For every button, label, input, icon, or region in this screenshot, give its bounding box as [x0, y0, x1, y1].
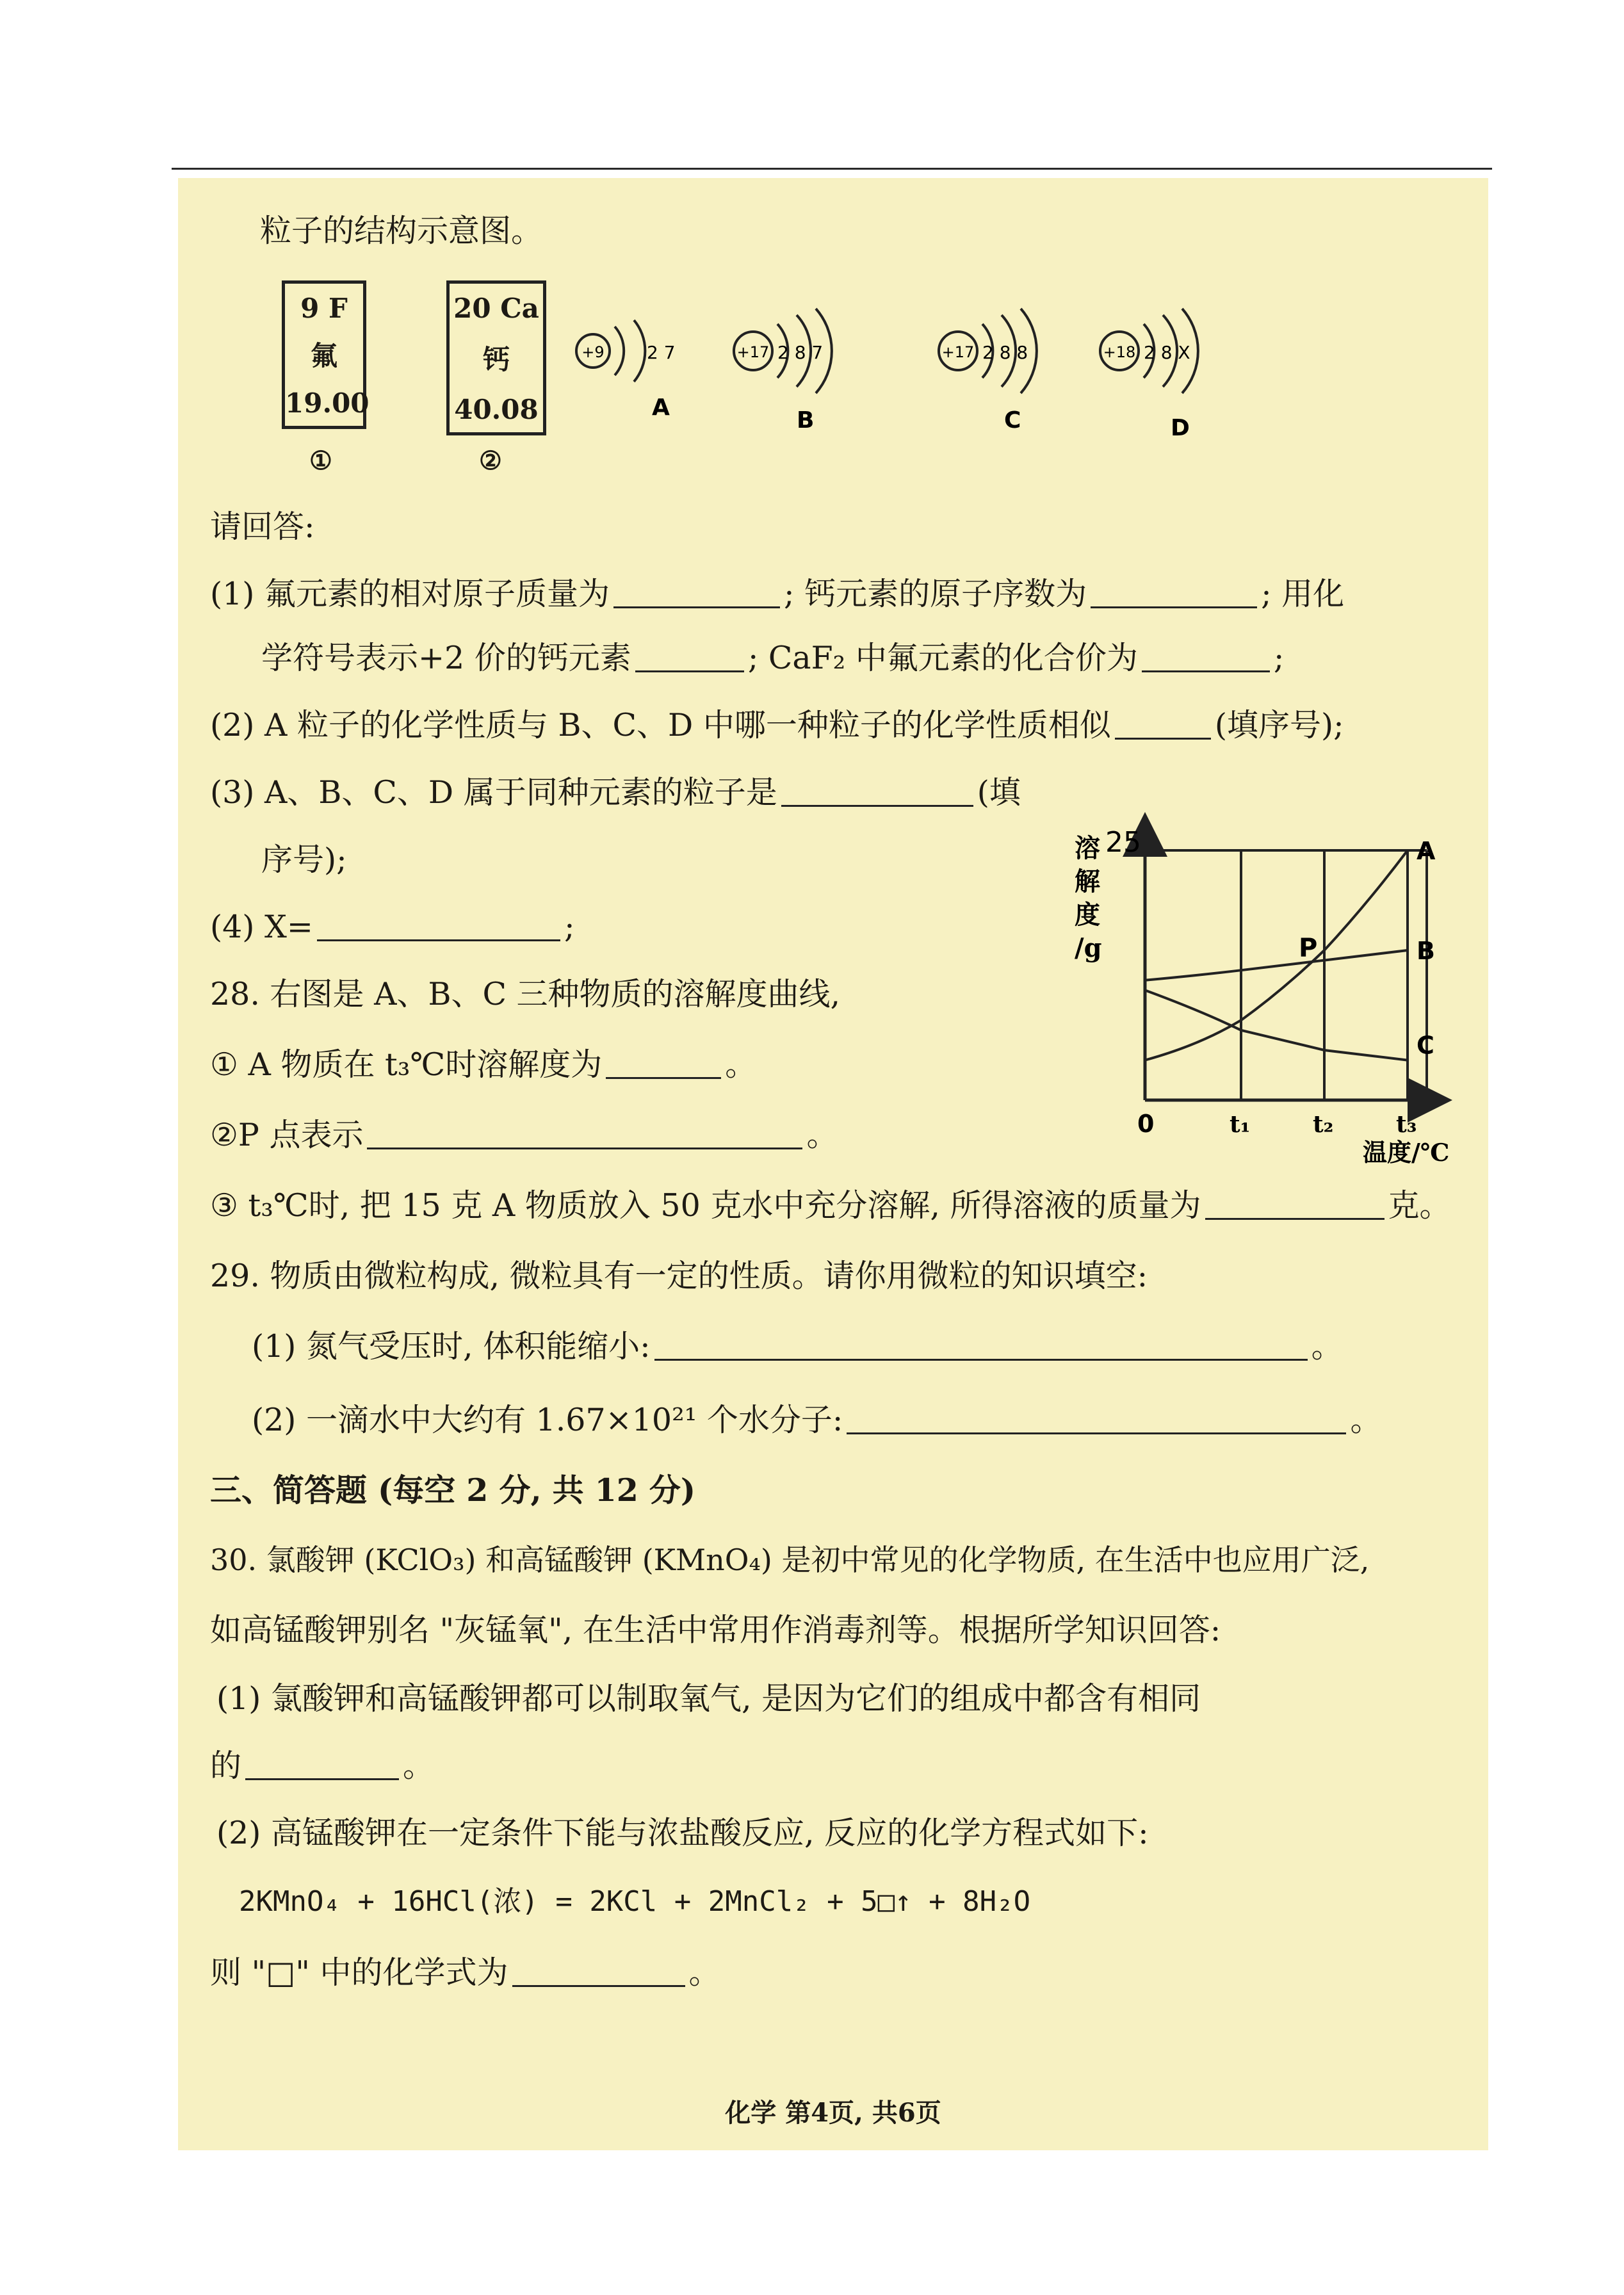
- particle-label: D: [1171, 415, 1190, 441]
- element-mass: 40.08: [454, 394, 539, 425]
- top-rule: [172, 168, 1492, 170]
- particle-nucleus: +18: [1103, 343, 1136, 361]
- x-tick-label: t₃: [1396, 1111, 1417, 1138]
- y-axis-label-char: 度: [1075, 900, 1100, 930]
- answer-blank[interactable]: [781, 777, 973, 807]
- answer-blank[interactable]: [1205, 1190, 1384, 1220]
- q30-part3: 则 "□" 中的化学式为 。: [210, 1954, 720, 1991]
- origin-label: 0: [1137, 1110, 1155, 1138]
- element-caption: ①: [309, 446, 332, 476]
- element-caption: ②: [479, 446, 502, 476]
- element-number-symbol: 20 Ca: [453, 293, 539, 324]
- y-axis-label-char: 溶: [1075, 833, 1100, 863]
- q27-part1-line2: 学符号表示+2 价的钙元素 ; CaF₂ 中氟元素的化合价为 ;: [261, 640, 1285, 676]
- particle-label: A: [652, 394, 670, 421]
- curve-b-label: B: [1417, 937, 1435, 965]
- solubility-chart: [1030, 806, 1452, 1164]
- series-c-line: [1145, 990, 1408, 1060]
- q28-sub2: ②P 点表示 。: [210, 1117, 838, 1153]
- section-3-heading: 三、简答题 (每空 2 分, 共 12 分): [210, 1472, 696, 1509]
- element-box-calcium: [446, 280, 546, 435]
- answer-blank[interactable]: [245, 1750, 399, 1780]
- q29-part1: (1) 氮气受压时, 体积能缩小: 。: [252, 1328, 1343, 1365]
- q29-part2: (2) 一滴水中大约有 1.67×10²¹ 个水分子: 。: [252, 1402, 1382, 1438]
- x-axis-label: 温度/℃: [1363, 1138, 1450, 1164]
- exam-page: [178, 178, 1488, 2150]
- page-footer: 化学 第4页, 共6页: [725, 2098, 941, 2128]
- particle-nucleus: +9: [581, 343, 605, 361]
- element-box-fluorine: [282, 280, 369, 429]
- particle-shells: 2 8 7: [777, 342, 824, 363]
- q30-part1: (1) 氯酸钾和高锰酸钾都可以制取氧气, 是因为它们的组成中都含有相同: [216, 1680, 1201, 1717]
- x-tick-label: t₂: [1313, 1111, 1334, 1138]
- particle-nucleus: +17: [736, 343, 770, 361]
- q28-sub1: ① A 物质在 t₃℃时溶解度为 。: [210, 1046, 757, 1083]
- element-name: 氟: [310, 340, 337, 371]
- answer-blank[interactable]: [606, 1049, 721, 1079]
- answer-blank[interactable]: [512, 1957, 685, 1987]
- particle-nucleus: +17: [941, 343, 975, 361]
- element-number-symbol: 9 F: [300, 293, 348, 324]
- answer-blank[interactable]: [654, 1331, 1308, 1361]
- answer-blank[interactable]: [367, 1119, 802, 1149]
- x-tick-label: t₁: [1230, 1111, 1251, 1138]
- answer-blank[interactable]: [1142, 642, 1270, 672]
- particle-shells: 2 8 8: [982, 342, 1028, 363]
- series-b-line: [1145, 950, 1408, 980]
- y-axis-label-char: 解: [1075, 866, 1100, 896]
- reaction-equation: 2KMnO₄ + 16HCl(浓) = 2KCl + 2MnCl₂ + 5□↑ + 8H₂O: [239, 1885, 1031, 1918]
- particle-shells: 2 7: [647, 342, 676, 363]
- q27-part4: (4) X= ;: [210, 909, 575, 945]
- q28-sub3: ③ t₃℃时, 把 15 克 A 物质放入 50 克水中充分溶解, 所得溶液的质量为 克。: [210, 1187, 1451, 1224]
- answer-blank[interactable]: [317, 911, 560, 941]
- q27-prompt: 请回答:: [210, 508, 315, 545]
- q27-part3-cont: 序号);: [261, 841, 347, 878]
- q27-part3: (3) A、B、C、D 属于同种元素的粒子是 (填: [210, 774, 1021, 811]
- y-tick-label: 25: [1105, 826, 1141, 859]
- q27-tail-text: 粒子的结构示意图。: [260, 213, 543, 249]
- particle-d-diagram: [1100, 309, 1198, 441]
- answer-blank[interactable]: [1091, 578, 1257, 608]
- element-name: 钙: [482, 344, 510, 375]
- q30-line1: 30. 氯酸钾 (KClO₃) 和高锰酸钾 (KMnO₄) 是初中常见的化学物质, 在生活中也应用广泛,: [210, 1543, 1370, 1577]
- element-mass: 19.00: [285, 387, 369, 419]
- answer-blank[interactable]: [847, 1404, 1346, 1434]
- particle-label: B: [797, 407, 815, 434]
- answer-blank[interactable]: [635, 642, 744, 672]
- particle-shells: 2 8 X: [1144, 342, 1190, 363]
- particle-label: C: [1004, 407, 1021, 434]
- point-p-label: P: [1299, 933, 1318, 963]
- curve-a-label: A: [1417, 837, 1436, 865]
- q28-stem: 28. 右图是 A、B、C 三种物质的溶解度曲线,: [210, 976, 841, 1012]
- particle-c-diagram: [939, 309, 1037, 434]
- y-axis-label-char: /g: [1075, 933, 1102, 963]
- answer-blank[interactable]: [613, 578, 780, 608]
- particle-b-diagram: [734, 309, 832, 434]
- curve-c-label: C: [1417, 1031, 1434, 1060]
- q30-line2: 如高锰酸钾别名 "灰锰氧", 在生活中常用作消毒剂等。根据所学知识回答:: [210, 1612, 1221, 1648]
- q30-part1-cont: 的 。: [210, 1748, 435, 1784]
- q27-part2: (2) A 粒子的化学性质与 B、C、D 中哪一种粒子的化学性质相似 (填序号);: [210, 707, 1344, 743]
- answer-blank[interactable]: [1115, 710, 1211, 740]
- particle-diagrams: [556, 287, 1235, 453]
- q29-stem: 29. 物质由微粒构成, 微粒具有一定的性质。请你用微粒的知识填空:: [210, 1258, 1148, 1294]
- q27-part1-line1: (1) 氟元素的相对原子质量为 ; 钙元素的原子序数为 ; 用化: [210, 576, 1345, 612]
- q30-part2: (2) 高锰酸钾在一定条件下能与浓盐酸反应, 反应的化学方程式如下:: [216, 1815, 1149, 1851]
- particle-a-diagram: [576, 320, 676, 421]
- chart-curves: [1145, 850, 1408, 1060]
